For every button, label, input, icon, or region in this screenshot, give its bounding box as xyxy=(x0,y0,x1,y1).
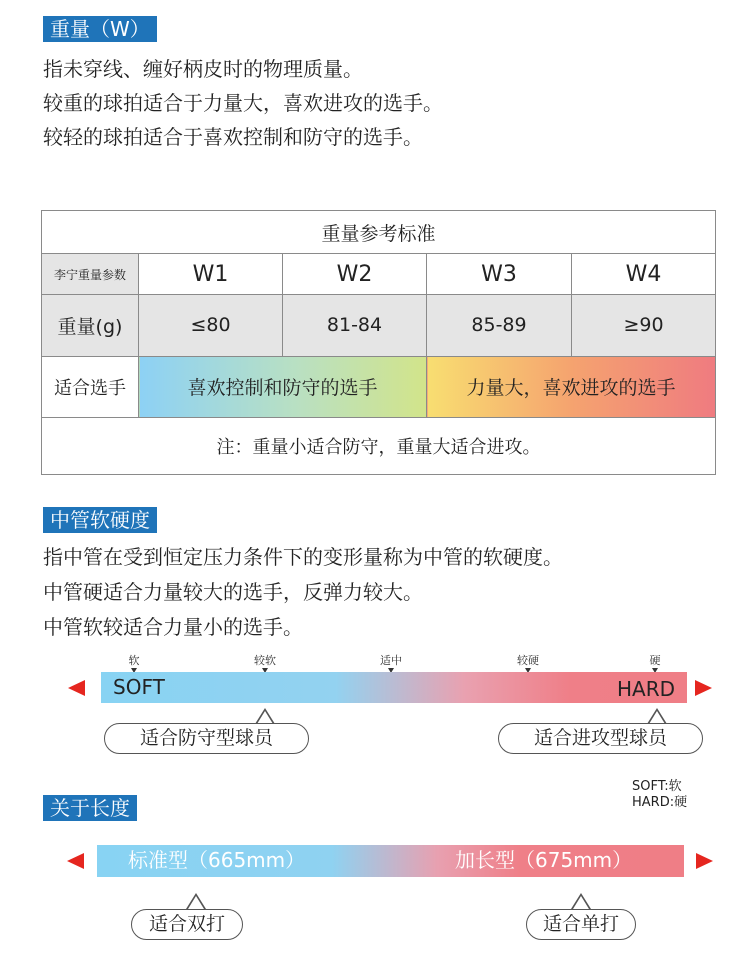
standard-length-label: 标准型（665mm） xyxy=(128,848,306,872)
extended-length-label: 加长型（675mm） xyxy=(455,848,633,872)
weight-w1: ≤80 xyxy=(139,295,283,356)
level-w2: W2 xyxy=(283,254,427,295)
level-w4: W4 xyxy=(572,254,716,295)
param-label: 李宁重量参数 xyxy=(42,254,139,295)
shaft-desc-line-1: 指中管在受到恒定压力条件下的变形量称为中管的软硬度。 xyxy=(43,545,563,569)
right-arrow-icon xyxy=(695,680,712,696)
weight-label: 重量(g) xyxy=(42,295,139,356)
table-note: 注：重量小适合防守，重量大适合进攻。 xyxy=(42,417,716,474)
defensive-player-pill: 适合防守型球员 xyxy=(104,723,309,754)
singles-pill: 适合单打 xyxy=(526,909,636,940)
weight-desc-line-2: 较重的球拍适合于力量大，喜欢进攻的选手。 xyxy=(43,91,443,115)
flex-gradient-bar xyxy=(101,672,687,703)
weight-desc-line-3: 较轻的球拍适合于喜欢控制和防守的选手。 xyxy=(43,125,423,149)
weight-heading: 重量（W） xyxy=(43,16,157,42)
left-arrow-icon xyxy=(68,680,85,696)
singles-pointer-fill xyxy=(573,896,589,909)
length-right-arrow-icon xyxy=(696,853,713,869)
weight-w2: 81-84 xyxy=(283,295,427,356)
tick-medium: 适中 xyxy=(371,652,411,673)
player-label: 适合选手 xyxy=(42,356,139,417)
length-heading: 关于长度 xyxy=(43,795,137,821)
player-soft-cell: 喜欢控制和防守的选手 xyxy=(139,356,427,417)
tick-medium-soft: 较软 xyxy=(245,652,285,673)
weight-reference-table xyxy=(41,210,716,475)
tick-soft: 软 xyxy=(114,652,154,673)
doubles-pill: 适合双打 xyxy=(131,909,243,940)
tick-hard: 硬 xyxy=(635,652,675,673)
player-hard-cell: 力量大，喜欢进攻的选手 xyxy=(427,356,716,417)
shaft-desc-line-3: 中管软较适合力量小的选手。 xyxy=(43,615,303,639)
weight-w4: ≥90 xyxy=(572,295,716,356)
hard-label: HARD xyxy=(617,677,676,701)
legend-soft: SOFT:软 xyxy=(632,779,682,794)
length-left-arrow-icon xyxy=(67,853,84,869)
weight-desc-line-1: 指未穿线、缠好柄皮时的物理质量。 xyxy=(43,57,363,81)
doubles-pointer-fill xyxy=(188,896,204,909)
level-w1: W1 xyxy=(139,254,283,295)
legend-hard: HARD:硬 xyxy=(632,795,688,810)
offensive-player-pill: 适合进攻型球员 xyxy=(498,723,703,754)
level-w3: W3 xyxy=(427,254,572,295)
shaft-desc-line-2: 中管硬适合力量较大的选手，反弹力较大。 xyxy=(43,580,423,604)
table-title: 重量参考标准 xyxy=(42,211,716,254)
soft-label: SOFT xyxy=(113,675,165,699)
tick-medium-hard: 较硬 xyxy=(508,652,548,673)
weight-w3: 85-89 xyxy=(427,295,572,356)
shaft-heading: 中管软硬度 xyxy=(43,507,157,533)
